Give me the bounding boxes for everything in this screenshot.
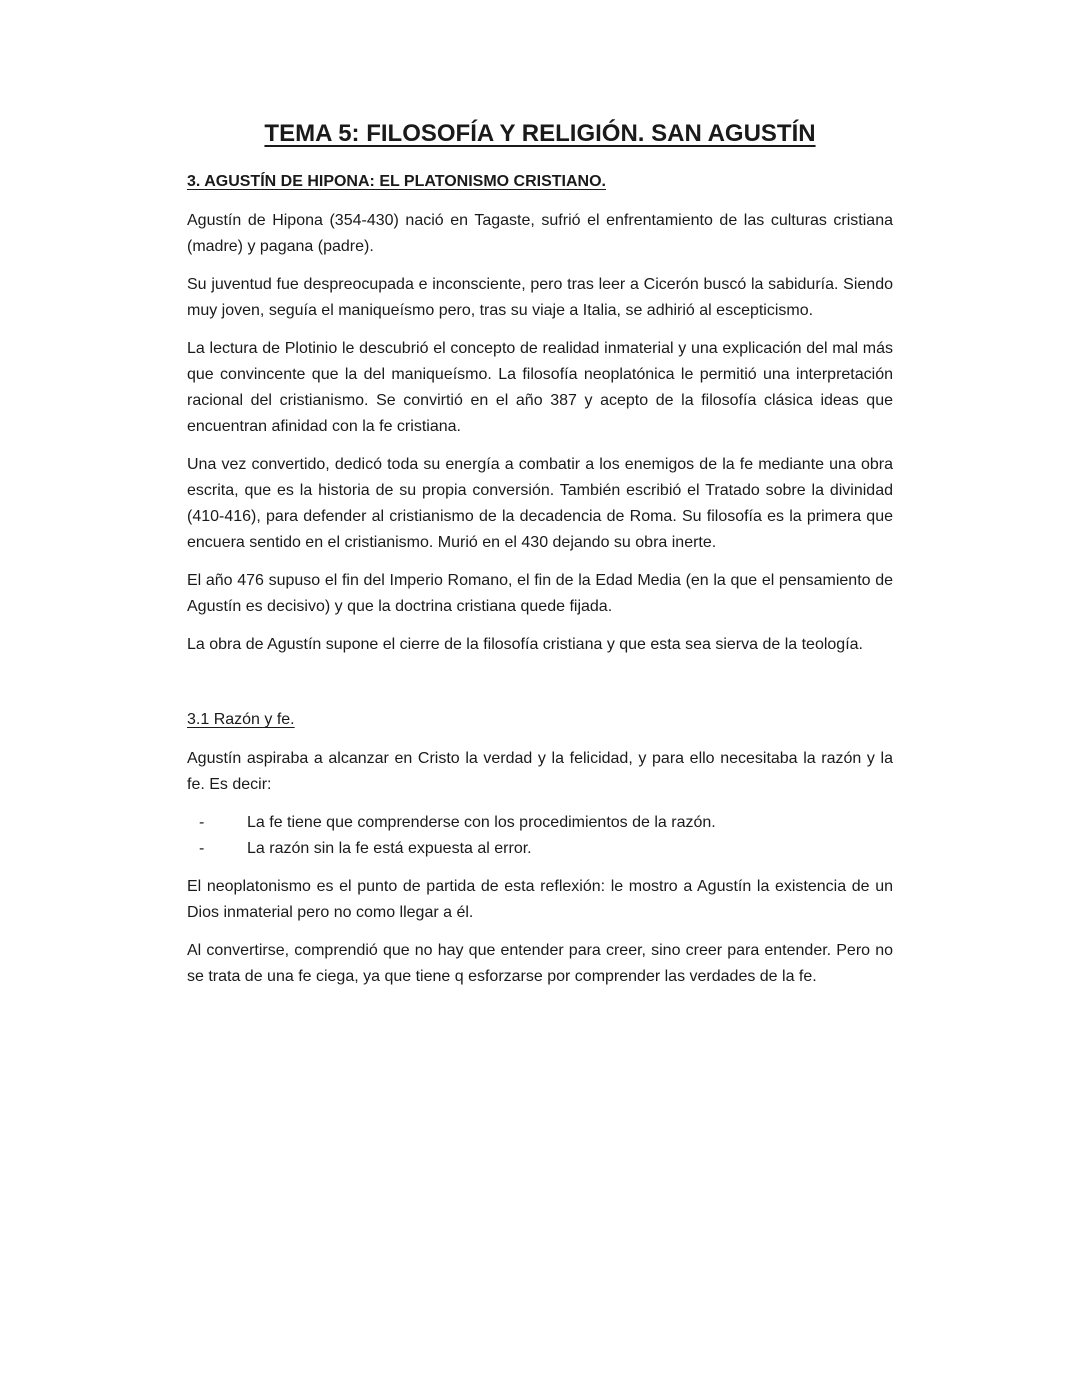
subsection-intro: Agustín aspiraba a alcanzar en Cristo la verdad y la felicidad, y para ello necesitaba la razón y la fe. Es decir: xyxy=(187,750,893,793)
paragraph: La obra de Agustín supone el cierre de la filosofía cristiana y que esta sea sierva de la teología. xyxy=(187,636,863,653)
paragraph: Su juventud fue despreocupada e inconsciente, pero tras leer a Cicerón buscó la sabiduría. Siendo muy joven, seguía el maniqueísmo pero, tras su viaje a Italia, se adhirió al escepticismo. xyxy=(187,276,893,319)
document-title: TEMA 5: FILOSOFÍA Y RELIGIÓN. SAN AGUSTÍN xyxy=(264,120,816,147)
paragraph: El neoplatonismo es el punto de partida de esta reflexión: le mostro a Agustín la existencia de un Dios inmaterial pero no como llegar a él. xyxy=(187,878,893,921)
list-item xyxy=(187,836,893,862)
bullet-list xyxy=(187,810,893,862)
bullet-marker: - xyxy=(199,840,205,857)
document-page xyxy=(187,118,893,1002)
list-item-text: La razón sin la fe está expuesta al error. xyxy=(247,840,532,857)
subsection-heading: 3.1 Razón y fe. xyxy=(187,711,295,728)
paragraph: El año 476 supuso el fin del Imperio Romano, el fin de la Edad Media (en la que el pensamiento de Agustín es decisivo) y que la doctrina cristiana quede fijada. xyxy=(187,572,893,615)
paragraph: Al convertirse, comprendió que no hay que entender para creer, sino creer para entender. Pero no se trata de una fe ciega, ya que tiene q esforzarse por comprender las verdades de la fe. xyxy=(187,942,893,985)
bullet-marker: - xyxy=(199,814,205,831)
paragraph: La lectura de Plotinio le descubrió el concepto de realidad inmaterial y una explicación del mal más que convincente que la del maniqueísmo. La filosofía neoplatónica le permitió una interpretación racional del cristianismo. Se convirtió en el año 387 y acepto de la filosofía clásica ideas que encuentran afinidad con la fe cristiana. xyxy=(187,340,893,435)
paragraph: Una vez convertido, dedicó toda su energía a combatir a los enemigos de la fe mediante una obra escrita, que es la historia de su propia conversión. También escribió el Tratado sobre la divinidad (410-416), para defender al cristianismo de la decadencia de Roma. Su filosofía es la primera que encuera sentido en el cristianismo. Murió en el 430 dejando su obra inerte. xyxy=(187,456,893,551)
list-item-text: La fe tiene que comprenderse con los procedimientos de la razón. xyxy=(247,814,716,831)
section-heading: 3. AGUSTÍN DE HIPONA: EL PLATONISMO CRISTIANO. xyxy=(187,173,606,190)
paragraph: Agustín de Hipona (354-430) nació en Tagaste, sufrió el enfrentamiento de las culturas cristiana (madre) y pagana (padre). xyxy=(187,212,893,255)
list-item xyxy=(187,810,893,836)
